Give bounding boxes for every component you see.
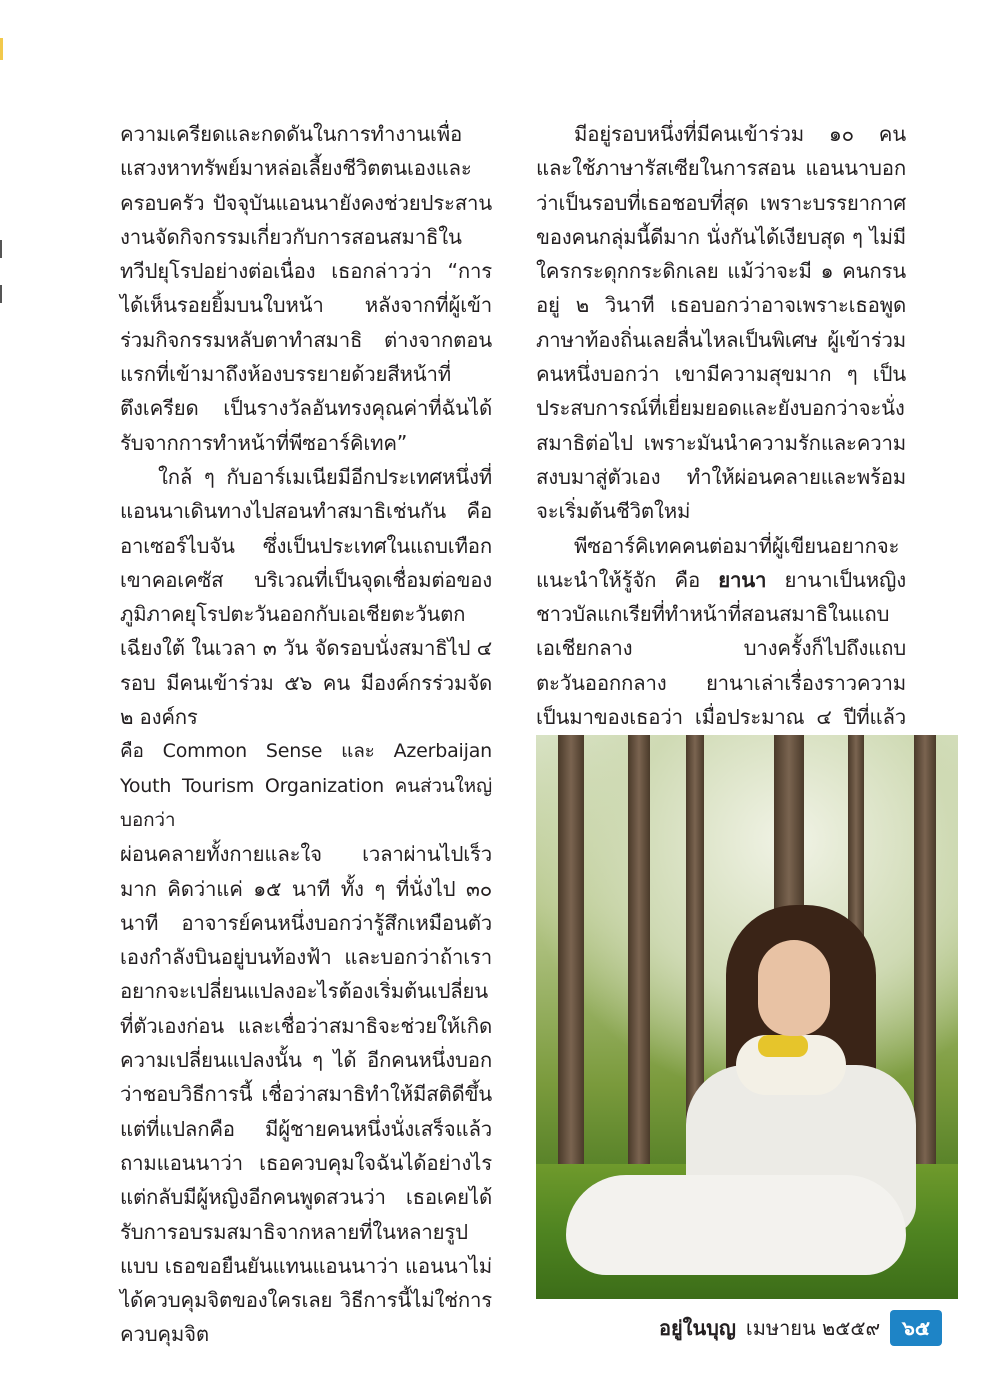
right-paragraph-2-start: พีซอาร์คิเทคคนต่อมาที่ผู้เขียนอยากจะแนะนำให้รู้จัก คือ bbox=[536, 533, 900, 592]
page-number-badge: ๖๕ bbox=[890, 1310, 942, 1346]
left-paragraph-1: ความเครียดและกดดันในการทำงานเพื่อแสวงหาทรัพย์มาหล่อเลี้ยงชีวิตตนเองและครอบครัว ปัจจุบันแอนนายังคงช่วยประสานงานจัดกิจกรรมเกี่ยวกับการสอนสมาธิในทวีปยุโรปอย่างต่อเนื่อง เธอกล่าวว่า “การได้เห็นรอยยิ้มบนใบหน้า หลังจากที่ผู้เข้าร่วมกิจกรรมหลับตาทำสมาธิ ต่างจากตอนแรกที่เข้ามาถึงห้องบรรยายด้วยสีหน้าที่ตึงเครียด เป็นรางวัลอันทรงคุณค่าที่ฉันได้รับจากการทำหน้าที่พีซอาร์คิเทค” bbox=[120, 122, 492, 455]
left-paragraph-latin: คือ Common Sense และ Azerbaijan Youth Tourism Organization คนส่วนใหญ่บอกว่า bbox=[120, 740, 492, 831]
issue-date: เมษายน ๒๕๕๙ bbox=[745, 1316, 881, 1340]
person-yellow-scarf bbox=[758, 1035, 808, 1057]
edge-color-mark bbox=[0, 38, 3, 60]
left-paragraph-3: ผ่อนคลายทั้งกายและใจ เวลาผ่านไปเร็วมาก คิดว่าแค่ ๑๕ นาที ทั้ง ๆ ที่นั่งไป ๓๐ นาที อาจารย์คนหนึ่งบอกว่ารู้สึกเหมือนตัวเองกำลังบินอยู่บนท้องฟ้า และบอกว่าถ้าเราอยากจะเปลี่ยนแปลงอะไรต้องเริ่มต้นเปลี่ยนที่ตัวเองก่อน และเชื่อว่าสมาธิจะช่วยให้เกิดความเปลี่ยนแปลงนั้น ๆ ได้ อีกคนหนึ่งบอกว่าชอบวิธีการนี้ เชื่อว่าสมาธิทำให้มีสติดีขึ้น แต่ที่แปลกคือ มีผู้ชายคนหนึ่งนั่งเสร็จแล้วถามแอนนาว่า เธอควบคุมใจฉันได้อย่างไร แต่กลับมีผู้หญิงอีกคนพูดสวนว่า เธอเคยได้รับการอบรมสมาธิจากหลายที่ในหลายรูปแบบ เธอขอยืนยันแทนแอนนาว่า แอนนาไม่ได้ควบคุมจิตของใครเลย วิธีการนี้ไม่ใช่การควบคุมจิต bbox=[120, 842, 492, 1347]
right-paragraph-1: มีอยู่รอบหนึ่งที่มีคนเข้าร่วม ๑๐ คน และใช้ภาษารัสเซียในการสอน แอนนาบอกว่าเป็นรอบที่เธอชอบที่สุด เพราะบรรยากาศของคนกลุ่มนี้ดีมาก นั่งกันได้เงียบสุด ๆ ไม่มีใครกระดุกกระดิกเลย แม้ว่าจะมี ๑ คนกรนอยู่ ๒ วินาที เธอบอกว่าอาจเพราะเธอพูดภาษาท้องถิ่นเลยลื่นไหลเป็นพิเศษ ผู้เข้าร่วมคนหนึ่งบอกว่า เขามีความสุขมาก ๆ เป็นประสบการณ์ที่เยี่ยมยอดและยังบอกว่าจะนั่งสมาธิต่อไป เพราะมันนำความรักและความสงบมาสู่ตัวเอง ทำให้ผ่อนคลายและพร้อมจะเริ่มต้นชีวิตใหม่ bbox=[536, 122, 906, 524]
right-paragraph-2 bbox=[536, 529, 906, 769]
pine-trunk bbox=[558, 735, 584, 1205]
pine-trunk bbox=[914, 735, 936, 1175]
edge-tick-mark bbox=[0, 240, 2, 258]
left-paragraph-2: ใกล้ ๆ กับอาร์เมเนียมีอีกประเทศหนึ่งที่แอนนาเดินทางไปสอนทำสมาธิเช่นกัน คือ อาเซอร์ไบจัน ซึ่งเป็นประเทศในแถบเทือกเขาคอเคซัส บริเวณที่เป็นจุดเชื่อมต่อของภูมิภาคยุโรปตะวันออกกับเอเชียตะวันตกเฉียงใต้ ในเวลา ๓ วัน จัดรอบนั่งสมาธิไป ๔ รอบ มีคนเข้าร่วม ๕๖ คน มีองค์กรร่วมจัด ๒ องค์กร bbox=[120, 464, 492, 730]
page-footer bbox=[659, 1313, 942, 1343]
person-face bbox=[758, 940, 830, 1036]
right-text-column bbox=[536, 117, 906, 769]
left-text-column bbox=[120, 117, 492, 1352]
pine-trunk bbox=[628, 735, 650, 1165]
meditation-photo bbox=[536, 735, 958, 1299]
person-legs bbox=[566, 1175, 906, 1275]
edge-tick-mark bbox=[0, 285, 2, 303]
highlighted-name: ยานา bbox=[718, 567, 767, 592]
right-paragraph-2-rest: ยานาเป็นหญิงชาวบัลแกเรียที่ทำหน้าที่สอนสมาธิในแถบเอเชียกลาง บางครั้งก็ไปถึงแถบตะวันออกกลาง ยานาเล่าเรื่องราวความเป็นมาของเธอว่า เมื่อประมาณ ๔ ปีที่แล้ว bbox=[536, 567, 906, 730]
magazine-title: อยู่ในบุญ bbox=[658, 1316, 736, 1340]
